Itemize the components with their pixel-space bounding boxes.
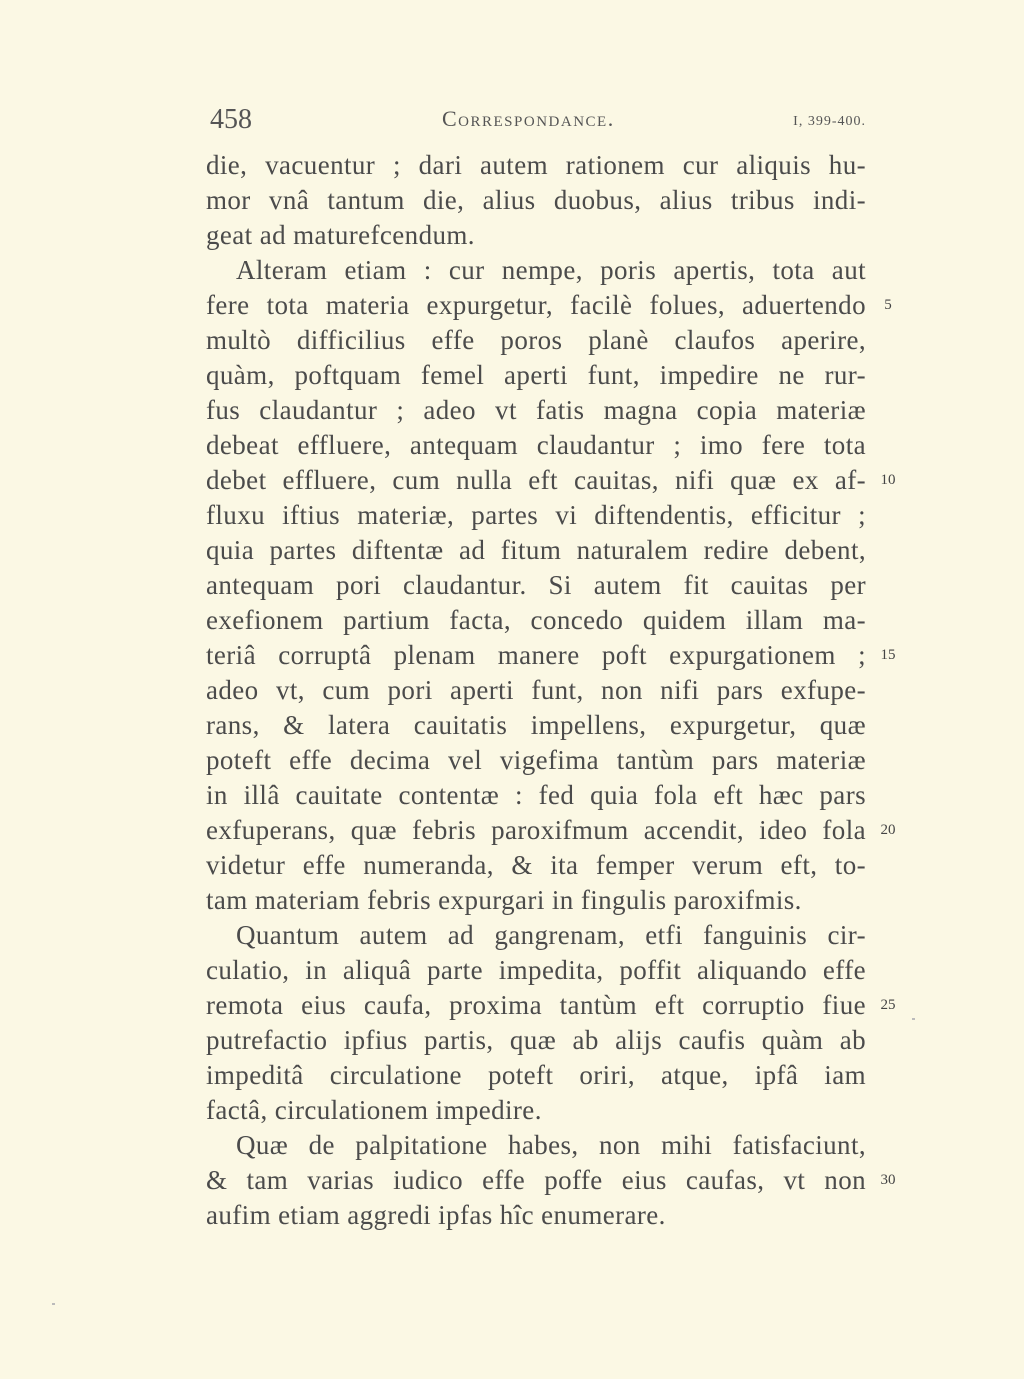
text-line: quàm, poftquam femel aperti funt, impedire ne rur- bbox=[206, 360, 866, 390]
text-line: Quæ de palpitatione habes, non mihi fatisfaciunt, bbox=[236, 1130, 866, 1160]
text-line: debeat effluere, antequam claudantur ; imo fere tota bbox=[206, 430, 866, 460]
text-line: factâ, circulationem impedire. bbox=[206, 1095, 542, 1125]
text-line: exfuperans, quæ febris paroxifmum accendit, ideo fola bbox=[206, 815, 866, 845]
text-line: poteft effe decima vel vigefima tantùm pars materiæ bbox=[206, 745, 866, 775]
running-title: Correspondance. bbox=[442, 106, 615, 131]
text-line: exefionem partium facta, concedo quidem illam ma- bbox=[206, 605, 866, 635]
margin-line-number: 30 bbox=[880, 1172, 896, 1188]
text-line: & tam varias iudico effe poffe eius caufas, vt non bbox=[206, 1165, 866, 1195]
text-line: culatio, in aliquâ parte impedita, poffit aliquando effe bbox=[206, 955, 866, 985]
text-line: die, vacuentur ; dari autem rationem cur aliquis hu- bbox=[206, 150, 866, 180]
margin-line-number: 15 bbox=[880, 647, 896, 663]
text-line: antequam pori claudantur. Si autem fit cauitas per bbox=[206, 570, 866, 600]
text-line: Quantum autem ad gangrenam, etfi fanguinis cir- bbox=[236, 920, 866, 950]
body-text bbox=[206, 148, 866, 1233]
text-line: multò difficilius effe poros planè claufos aperire, bbox=[206, 325, 866, 355]
text-line: fluxu iftius materiæ, partes vi diftendentis, efficitur ; bbox=[206, 500, 866, 530]
text-line: remota eius caufa, proxima tantùm eft corruptio fiue bbox=[206, 990, 866, 1020]
text-line: teriâ corruptâ plenam manere poft expurgationem ; bbox=[206, 640, 866, 670]
paper-speck bbox=[912, 1018, 915, 1020]
margin-line-number: 20 bbox=[880, 822, 896, 838]
text-line: putrefactio ipfius partis, quæ ab alijs caufis quàm ab bbox=[206, 1025, 866, 1055]
margin-line-number: 25 bbox=[880, 997, 896, 1013]
text-line: fere tota materia expurgetur, facilè folues, aduertendo bbox=[206, 290, 866, 320]
letter-reference: I, 399-400. bbox=[793, 114, 866, 129]
page-number: 458 bbox=[210, 104, 252, 135]
text-line: geat ad maturefcendum. bbox=[206, 220, 475, 250]
paper-speck bbox=[52, 1303, 55, 1305]
text-line: in illâ cauitate contentæ : fed quia fola eft hæc pars bbox=[206, 780, 866, 810]
text-line: quia partes diftentæ ad fitum naturalem redire debent, bbox=[206, 535, 866, 565]
text-line: fus claudantur ; adeo vt fatis magna copia materiæ bbox=[206, 395, 866, 425]
text-line: aufim etiam aggredi ipfas hîc enumerare. bbox=[206, 1200, 666, 1230]
text-line: videtur effe numeranda, & ita femper verum eft, to- bbox=[206, 850, 866, 880]
text-line: rans, & latera cauitatis impellens, expurgetur, quæ bbox=[206, 710, 866, 740]
text-line: debet effluere, cum nulla eft cauitas, nifi quæ ex af- bbox=[206, 465, 866, 495]
text-line: Alteram etiam : cur nempe, poris apertis, tota aut bbox=[236, 255, 866, 285]
text-line: tam materiam febris expurgari in fingulis paroxifmis. bbox=[206, 885, 802, 915]
page-header bbox=[206, 104, 866, 138]
margin-line-number: 5 bbox=[884, 297, 892, 313]
text-line: impeditâ circulatione poteft oriri, atque, ipfâ iam bbox=[206, 1060, 866, 1090]
text-line: mor vnâ tantum die, alius duobus, alius tribus indi- bbox=[206, 185, 866, 215]
text-line: adeo vt, cum pori aperti funt, non nifi pars exfupe- bbox=[206, 675, 866, 705]
margin-line-number: 10 bbox=[880, 472, 896, 488]
